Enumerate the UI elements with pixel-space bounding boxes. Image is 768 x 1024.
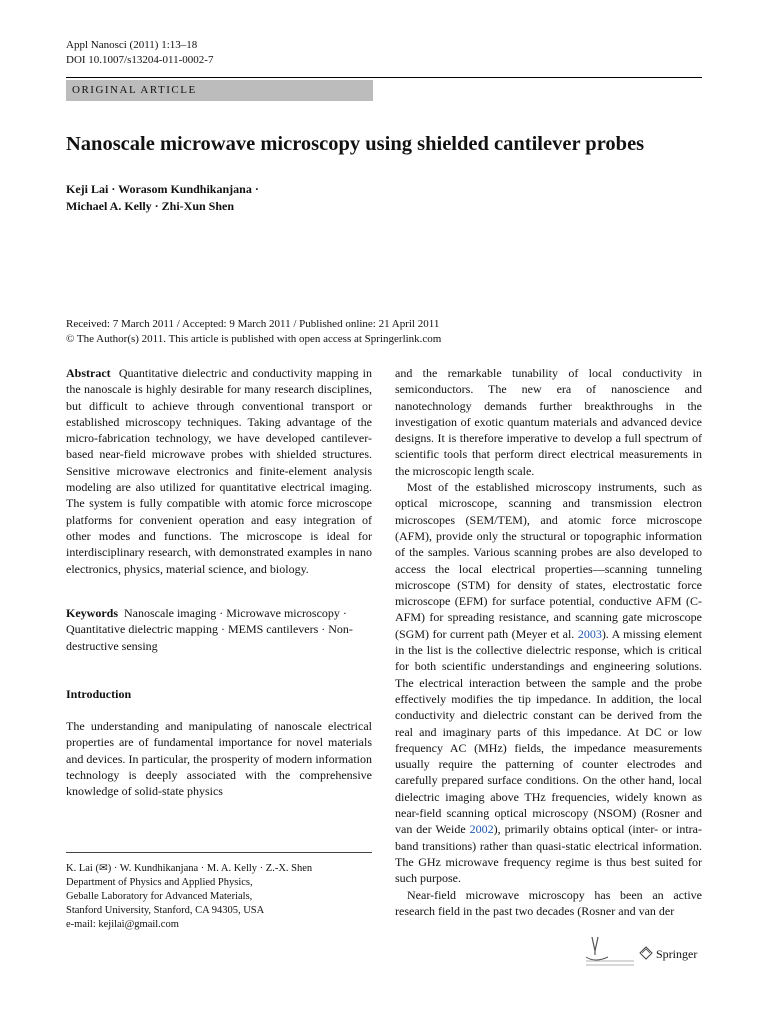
citation-link-meyer[interactable]: 2003 — [577, 626, 602, 641]
keywords-text: Nanoscale imaging · Microwave microscopy · Quantitative dielectric mapping · MEMS cantilevers · Non-destructive sensing — [66, 606, 353, 653]
publication-dates — [66, 317, 441, 346]
affiliation-authors: K. Lai (✉) · W. Kundhikanjana · M. A. Kelly · Z.-X. Shen — [66, 863, 313, 874]
citation-link-rosner[interactable]: 2002 — [469, 822, 494, 837]
author-affiliation — [66, 862, 312, 932]
paper-title: Nanoscale microwave microscopy using shielded cantilever probes — [66, 133, 645, 155]
footnote-rule — [66, 852, 372, 853]
publisher-logos — [582, 933, 706, 973]
affiliation-email[interactable]: e-mail: kejilai@gmail.com — [66, 919, 179, 930]
journal-header — [66, 38, 213, 68]
abstract-heading: Abstract — [66, 366, 111, 380]
paragraph-1: and the remarkable tunability of local conductivity in semiconductors. The new era of nanoscience and nanotechnology demands further breakthroughs in the investigation of exotic quantum materials and advanced device designs. It is therefore imperative to develop a full spectrum of scientific tools that perform direct electrical measurements in the microscopic length scale. — [395, 366, 702, 478]
paragraph-2 — [395, 479, 702, 886]
keywords-heading: Keywords — [66, 606, 118, 620]
abstract — [66, 365, 372, 577]
paragraph-2-part-a: Most of the established microscopy instruments, such as optical microscope, scanning and transmission electron microscopes (SEM/TEM), and atomic force microscope (AFM), provide only the structural or topographic information of the samples. Various scanning probes are also developed to access the local electrical properties—scanning tunneling microscope (STM) for density of states, electrostatic force microscope (EFM) for surface potential, conductive AFM (C-AFM) for spreading resistance, and scanning gate microscope (SGM) for current path (Meyer et al. — [395, 480, 702, 641]
author-line-1: Keji Lai · Worasom Kundhikanjana · — [66, 182, 259, 196]
keywords — [66, 605, 372, 654]
introduction-text: The understanding and manipulating of nanoscale electrical properties are of fundamental importance for novel materials and devices. In particular, the prosperity of modern information technology is deeply associated with the comprehensive knowledge of solid-state physics — [66, 719, 372, 799]
right-column — [395, 365, 702, 919]
affiliation-dept: Department of Physics and Applied Physics, — [66, 877, 253, 888]
paragraph-2-part-c: ), primarily obtains optical (inter- or intra-band transitions) rather than quasi-static electrical information. The GHz microwave frequency regime is thus best suited for such purpose. — [395, 822, 702, 886]
author-list — [66, 181, 259, 215]
copyright-line: © The Author(s) 2011. This article is published with open access at Springerlink.com — [66, 332, 442, 345]
affiliation-lab: Geballe Laboratory for Advanced Materials, — [66, 891, 253, 902]
paragraph-2-part-b: ). A missing element in the list is the collective dielectric response, which is critical for both scientific understandings and engineering solutions. The electrical interaction between the sample and the probe effectively modifies the tip impedance. In addition, the local conductivity and dielectric constant can be derived from the real and imaginary parts of this impedance. At DC or low frequency AC (MHz) fields, the impedance measurements usually require the patterning of counter electrodes and carefully prepared surface conditions. On the other hand, local dielectric imaging above THz frequencies, widely known as near-field scanning optical microscopy (NSOM) (Rosner and van der Weide — [395, 626, 702, 837]
journal-citation: Appl Nanosci (2011) 1:13–18 — [66, 39, 198, 51]
paragraph-3: Near-field microwave microscopy has been an active research field in the past two decades (Rosner and van der — [395, 887, 702, 918]
article-type-band — [66, 80, 373, 101]
introduction-body — [66, 718, 372, 799]
springer-wordmark: Springer — [656, 947, 698, 961]
abstract-text: Quantitative dielectric and conductivity mapping in the nanoscale is highly desirable for many research disciplines, but difficult to achieve through conventional transport or established microscopy techniques. Taking advantage of the micro-fabrication technology, we have developed cantilever-based near-field microwave probes with shielded structures. Sensitive microwave electronics and finite-element analysis modeling are also utilized for quantitative electrical imaging. The system is fully compatible with atomic force microscope platforms for convenient operation and easy integration of other modes and functions. The microscope is ideal for interdisciplinary research, with demonstrated examples in nano electronics, physics, material science, and biology. — [66, 366, 373, 576]
header-rule — [66, 77, 702, 78]
affiliation-address: Stanford University, Stanford, CA 94305, USA — [66, 905, 265, 916]
author-line-2: Michael A. Kelly · Zhi-Xun Shen — [66, 199, 235, 213]
doi[interactable]: DOI 10.1007/s13204-011-0002-7 — [66, 54, 214, 66]
dates-line: Received: 7 March 2011 / Accepted: 9 March 2011 / Published online: 21 April 2011 — [66, 318, 440, 330]
introduction-heading: Introduction — [66, 687, 132, 701]
article-type: ORIGINAL ARTICLE — [72, 84, 197, 96]
